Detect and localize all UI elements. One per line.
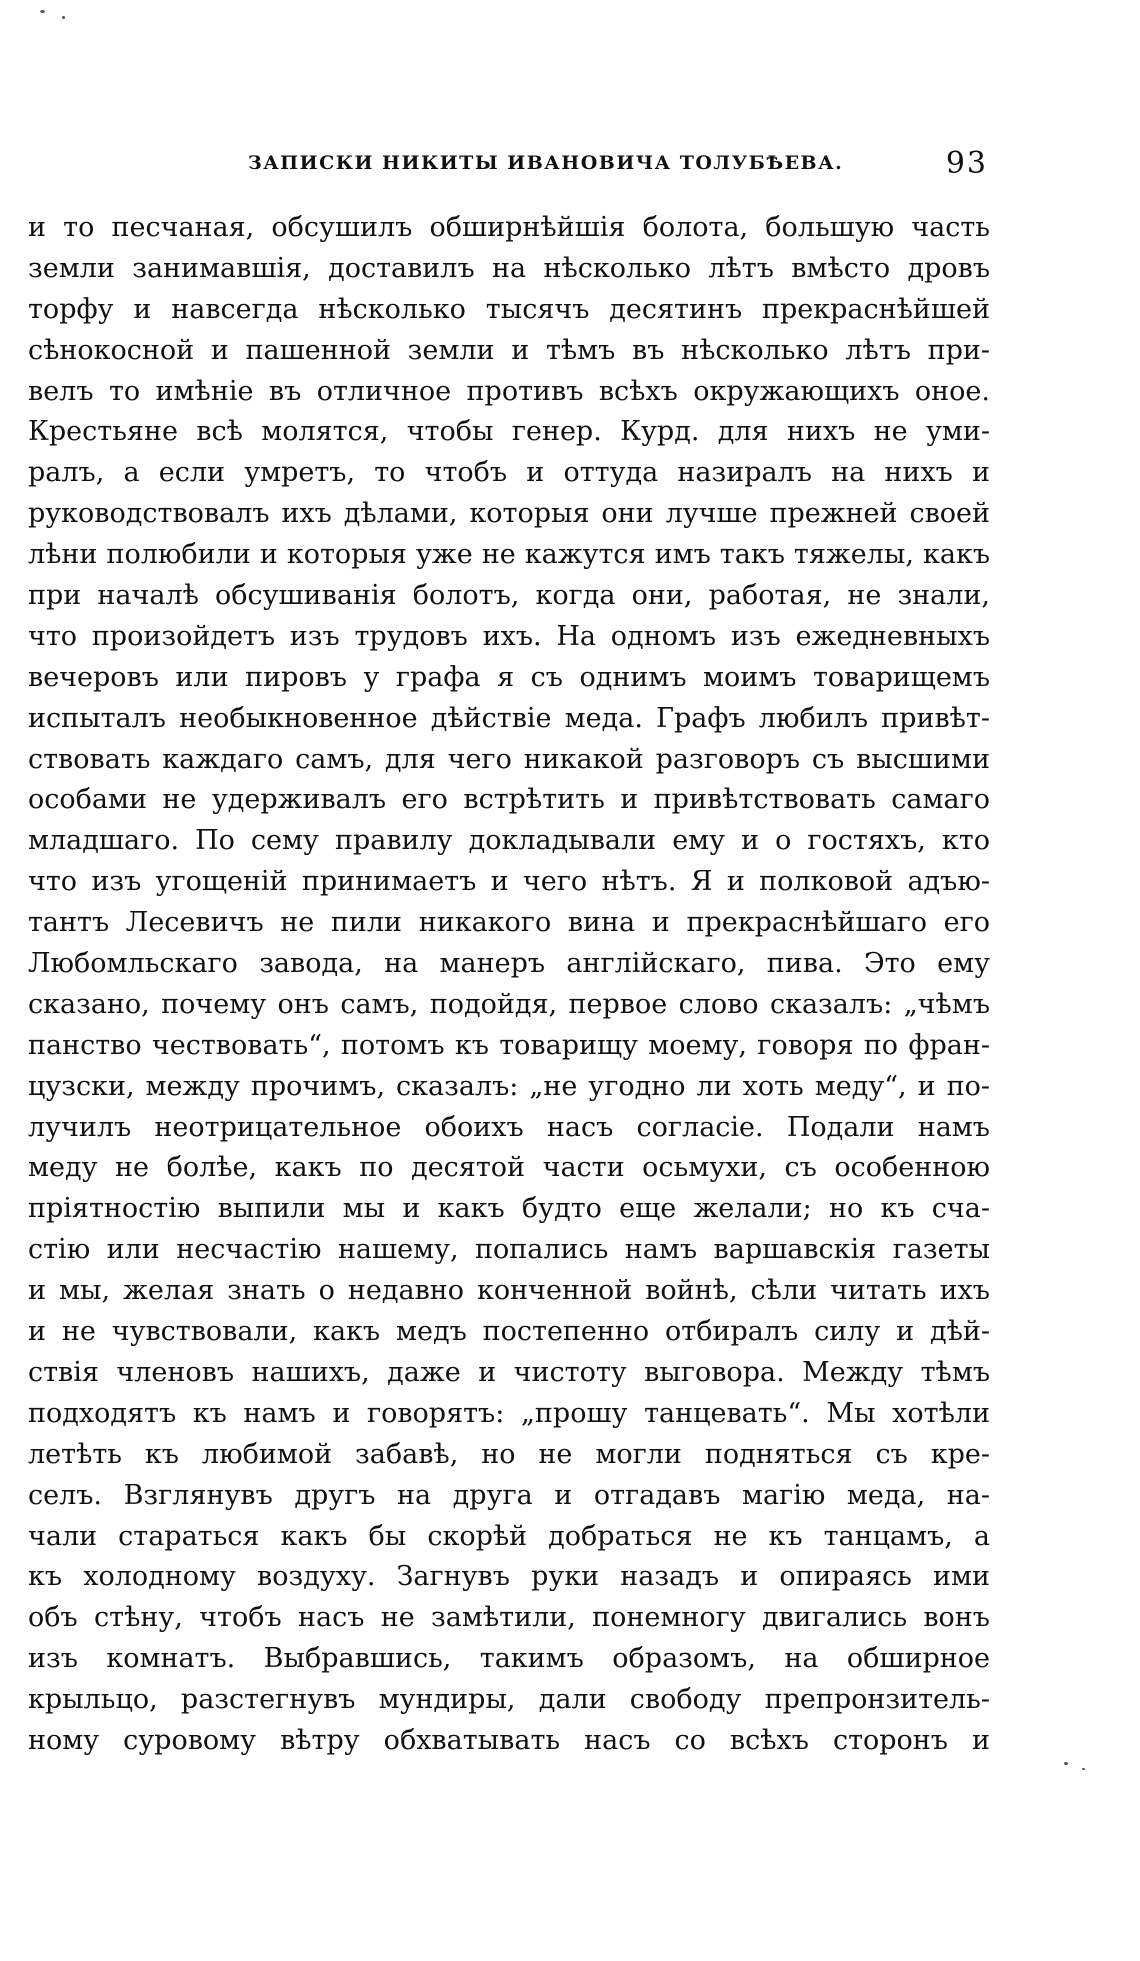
text-line: ствовать каждаго самъ, для чего никакой разговоръ съ высшими bbox=[28, 743, 990, 775]
page-header bbox=[28, 148, 988, 188]
text-line: ралъ, а если умретъ, то чтобъ и оттуда назиралъ на нихъ и bbox=[28, 457, 990, 489]
text-line: что изъ угощеній принимаетъ и чего нѣтъ. Я и полковой адъю- bbox=[28, 866, 990, 898]
text-line: лѣни полюбили и которыя уже не кажутся имъ такъ тяжелы, какъ bbox=[28, 539, 990, 571]
text-line: сказано, почему онъ самъ, подойдя, первое слово сказалъ: „чѣмъ bbox=[28, 988, 990, 1020]
text-line: что произойдетъ изъ трудовъ ихъ. На одномъ изъ ежедневныхъ bbox=[28, 620, 990, 652]
text-line: селъ. Взглянувъ другъ на друга и отгадавъ магію меда, на- bbox=[28, 1479, 990, 1511]
print-speck bbox=[62, 16, 65, 19]
body-text bbox=[28, 208, 990, 1762]
text-line: ному суровому вѣтру обхватывать насъ со всѣхъ сторонъ и bbox=[28, 1724, 990, 1756]
text-line: объ стѣну, чтобъ насъ не замѣтили, понемногу двигались вонъ bbox=[28, 1602, 990, 1634]
text-line: при началѣ обсушиванія болотъ, когда они, работая, не знали, bbox=[28, 580, 990, 612]
text-line: крыльцо, разстегнувъ мундиры, дали свободу препронзитель- bbox=[28, 1684, 990, 1716]
text-line: и то песчаная, обсушилъ обширнѣйшія болота, большую часть bbox=[28, 212, 990, 243]
text-line: изъ комнатъ. Выбравшись, такимъ образомъ, на обширное bbox=[28, 1643, 990, 1675]
print-speck bbox=[1064, 1762, 1068, 1765]
print-speck bbox=[1082, 1768, 1085, 1770]
text-line: велъ то имѣніе въ отличное противъ всѣхъ окружающихъ оное. bbox=[28, 375, 990, 407]
text-line: цузски, между прочимъ, сказалъ: „не угодно ли хоть меду“, и по- bbox=[28, 1070, 990, 1102]
page-number: 93 bbox=[945, 146, 988, 181]
text-line: испыталъ необыкновенное дѣйствіе меда. Графъ любилъ привѣт- bbox=[28, 702, 990, 734]
text-line: чали стараться какъ бы скорѣй добраться не къ танцамъ, а bbox=[28, 1520, 990, 1552]
text-line: вечеровъ или пировъ у графа я съ однимъ моимъ товарищемъ bbox=[28, 661, 990, 693]
text-line: торфу и навсегда нѣсколько тысячъ десятинъ прекраснѣйшей bbox=[28, 293, 990, 325]
text-line: руководствовалъ ихъ дѣлами, которыя они лучше прежней своей bbox=[28, 498, 990, 530]
text-line: подходятъ къ намъ и говорятъ: „прошу танцевать“. Мы хотѣли bbox=[28, 1397, 990, 1429]
text-line: лучилъ неотрицательное обоихъ насъ согласіе. Подали намъ bbox=[28, 1111, 990, 1143]
running-title: ЗАПИСКИ НИКИТЫ ИВАНОВИЧА ТОЛУБѢЕВА. bbox=[248, 152, 844, 174]
text-line: къ холодному воздуху. Загнувъ руки назадъ и опираясь ими bbox=[28, 1561, 990, 1593]
print-speck bbox=[40, 10, 45, 13]
text-line: Крестьяне всѣ молятся, чтобы генер. Курд. для нихъ не уми- bbox=[28, 416, 990, 448]
text-line: младшаго. По сему правилу докладывали ему и о гостяхъ, кто bbox=[28, 825, 990, 857]
text-line: Любомльскаго завода, на манеръ англійскаго, пива. Это ему bbox=[28, 948, 990, 980]
text-line: и не чувствовали, какъ медъ постепенно отбиралъ силу и дѣй- bbox=[28, 1316, 990, 1348]
text-line: и мы, желая знать о недавно конченной войнѣ, сѣли читать ихъ bbox=[28, 1275, 990, 1307]
text-line: пріятностію выпили мы и какъ будто еще желали; но къ сча- bbox=[28, 1193, 990, 1225]
text-line: ствія членовъ нашихъ, даже и чистоту выговора. Между тѣмъ bbox=[28, 1356, 990, 1388]
text-line: стію или несчастію нашему, попались намъ варшавскія газеты bbox=[28, 1234, 990, 1266]
text-line: меду не болѣе, какъ по десятой части осьмухи, съ особенною bbox=[28, 1152, 990, 1184]
text-line: летѣть къ любимой забавѣ, но не могли подняться съ кре- bbox=[28, 1438, 990, 1470]
text-line: земли занимавшія, доставилъ на нѣсколько лѣтъ вмѣсто дровъ bbox=[28, 252, 990, 284]
text-line: панство чествовать“, потомъ къ товарищу моему, говоря по фран- bbox=[28, 1029, 990, 1061]
text-line: сѣнокосной и пашенной земли и тѣмъ въ нѣсколько лѣтъ при- bbox=[28, 334, 990, 366]
text-line: особами не удерживалъ его встрѣтить и привѣтствовать самаго bbox=[28, 784, 990, 816]
text-line: тантъ Лесевичъ не пили никакого вина и прекраснѣйшаго его bbox=[28, 907, 990, 939]
